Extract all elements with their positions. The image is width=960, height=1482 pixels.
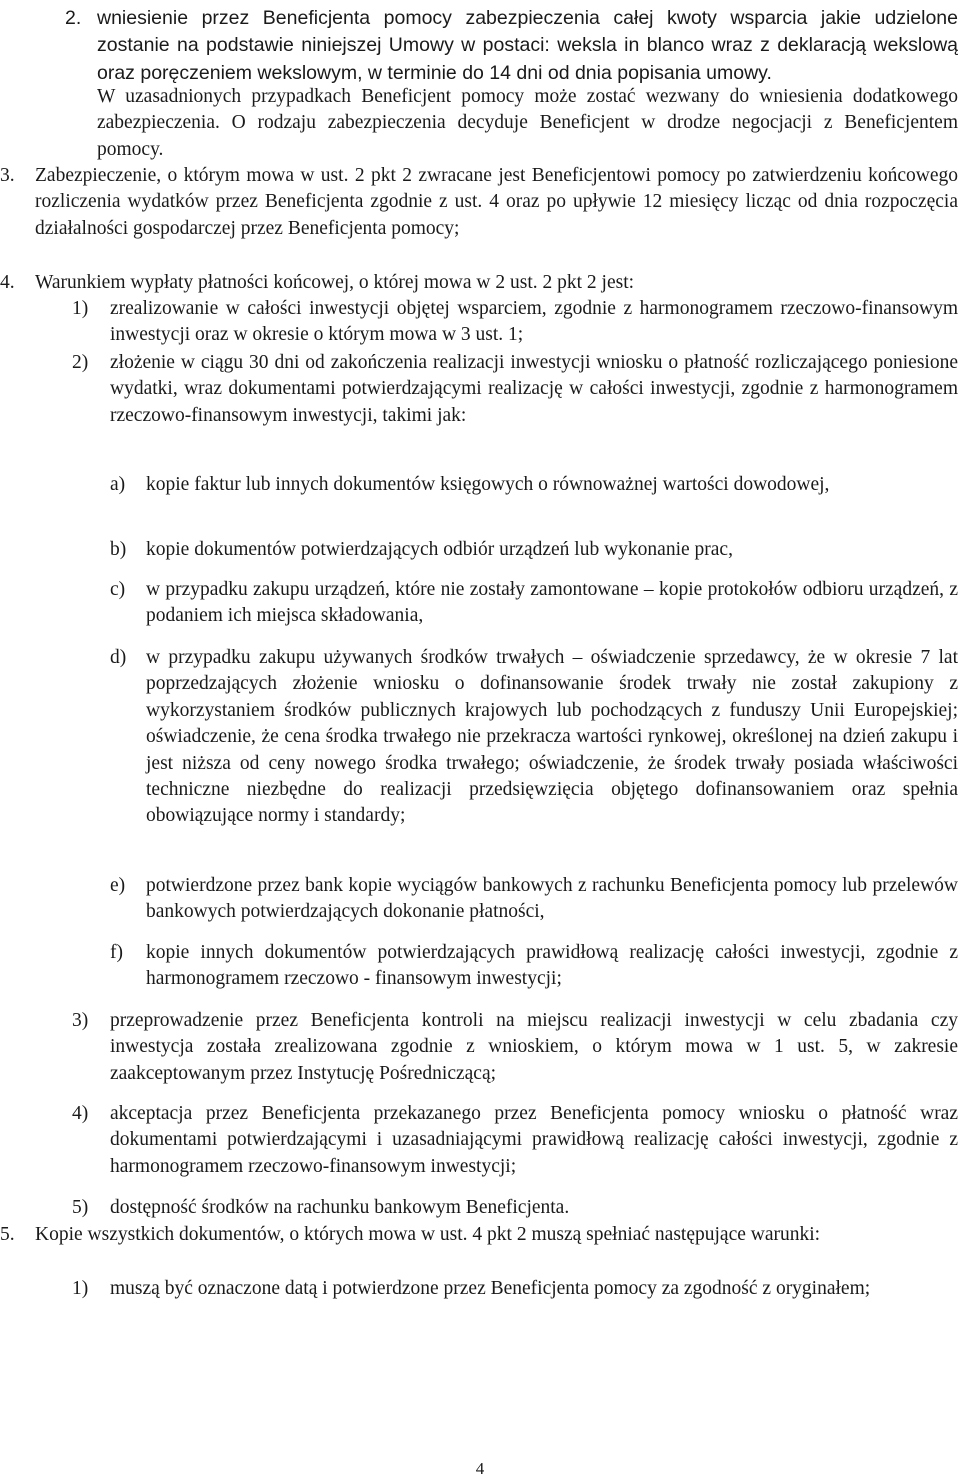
- sub-e-label: e): [110, 875, 126, 896]
- item-4-3-number: 3): [72, 1010, 89, 1031]
- page-number: 4: [475, 1459, 485, 1478]
- sub-c-label: c): [110, 579, 126, 600]
- sub-c-text: w przypadku zakupu urządzeń, które nie zostały zamontowane – kopie protokołów odbioru urządzeń, z podaniem ich miejsca składowania,: [146, 579, 958, 627]
- item-3-number: 3.: [0, 165, 15, 186]
- sub-d-text: w przypadku zakupu używanych środków trwałych – oświadczenie sprzedawcy, że w okresie 7 lat poprzedzających złożenie wniosku o dofinansowanie środek trwały nie został zakupiony z wykorzystaniem środków publicznych krajowych lub pochodzących z funduszy Unii Europejskiej; oświadczenie, że cena środka trwałego nie przekracza wartości rynkowej, określonej na dzień zakupu i jest niższa od ceny nowego środka trwałego; oświadczenie, że środek trwały posiada właściwości techniczne niezbędne do realizacji przedsięwzięcia objętego dofinansowaniem oraz spełnia obowiązujące normy i standardy;: [146, 647, 958, 827]
- item-5-1-text: muszą być oznaczone datą i potwierdzone przez Beneficjenta pomocy za zgodność z oryginałem;: [110, 1278, 871, 1299]
- item-4-4-number: 4): [72, 1103, 89, 1124]
- sub-e-text: potwierdzone przez bank kopie wyciągów bankowych z rachunku Beneficjenta pomocy lub przelewów bankowych potwierdzających dokonanie płatności,: [146, 875, 958, 923]
- item-4-2-number: 2): [72, 352, 89, 373]
- item-4-text: Warunkiem wypłaty płatności końcowej, o której mowa w 2 ust. 2 pkt 2 jest:: [35, 272, 635, 293]
- sub-f-text: kopie innych dokumentów potwierdzających prawidłową realizację całości inwestycji, zgodnie z harmonogramem rzeczowo - finansowym inwestycji;: [146, 942, 958, 990]
- sub-d-label: d): [110, 647, 127, 668]
- item-5-number: 5.: [0, 1224, 15, 1245]
- sub-b-label: b): [110, 539, 127, 560]
- sub-a-label: a): [110, 474, 126, 495]
- sub-f-label: f): [110, 942, 123, 963]
- sub-a-text: kopie faktur lub innych dokumentów księgowych o równoważnej wartości dowodowej,: [146, 474, 830, 495]
- item-5-text: Kopie wszystkich dokumentów, o których mowa w ust. 4 pkt 2 muszą spełniać następujące warunki:: [35, 1224, 821, 1245]
- item-4-4-text: akceptacja przez Beneficjenta przekazanego przez Beneficjenta pomocy wniosku o płatność wraz dokumentami potwierdzającymi i uzasadniającymi prawidłową realizację całości inwestycji, zgodnie z harmonogramem rzeczowo-finansowym inwestycji;: [110, 1103, 958, 1177]
- item-5-1-number: 1): [72, 1278, 89, 1299]
- item-2-text-a: wniesienie przez Beneficjenta pomocy zabezpieczenia całej kwoty wsparcia jakie udzielone zostanie na podstawie niniejszej Umowy w postaci: weksla in blanco wraz z deklaracją wekslową oraz poręczeniem wekslowym, w terminie do 14 dni od dnia popisania umowy.: [97, 7, 958, 84]
- item-4-5-number: 5): [72, 1197, 89, 1218]
- item-3-text: Zabezpieczenie, o którym mowa w ust. 2 pkt 2 zwracane jest Beneficjentowi pomocy po zatwierdzeniu końcowego rozliczenia wydatków przez Beneficjenta zgodnie z ust. 4 oraz po upływie 12 miesięcy licząc od dnia rozpoczęcia działalności gospodarczej przez Beneficjenta pomocy;: [35, 165, 958, 239]
- item-4-2-text: złożenie w ciągu 30 dni od zakończenia realizacji inwestycji wniosku o płatność rozliczającego poniesione wydatki, wraz dokumentami potwierdzającymi realizację w całości inwestycji, zgodnie z harmonogramem rzeczowo-finansowym inwestycji, takimi jak:: [110, 352, 958, 426]
- item-4-1-text: zrealizowanie w całości inwestycji objętej wsparciem, zgodnie z harmonogramem rzeczowo-finansowym inwestycji oraz w okresie o którym mowa w 3 ust. 1;: [110, 298, 958, 346]
- sub-b-text: kopie dokumentów potwierdzających odbiór urządzeń lub wykonanie prac,: [146, 539, 733, 560]
- item-4-1-number: 1): [72, 298, 89, 319]
- item-4-5-text: dostępność środków na rachunku bankowym Beneficjenta.: [110, 1197, 570, 1218]
- item-2-text-b: W uzasadnionych przypadkach Beneficjent pomocy może zostać wezwany do wniesienia dodatkowego zabezpieczenia. O rodzaju zabezpieczenia decyduje Beneficjent w drodze negocjacji z Beneficjentem pomocy.: [97, 86, 958, 160]
- item-2-number: 2.: [65, 7, 82, 29]
- item-4-3-text: przeprowadzenie przez Beneficjenta kontroli na miejscu realizacji inwestycji w celu zbadania czy inwestycja została zrealizowana zgodnie z wnioskiem, o którym mowa w 1 ust. 5, w zakresie zaakceptowanym przez Instytucję Pośredniczącą;: [110, 1010, 958, 1084]
- item-4-number: 4.: [0, 272, 15, 293]
